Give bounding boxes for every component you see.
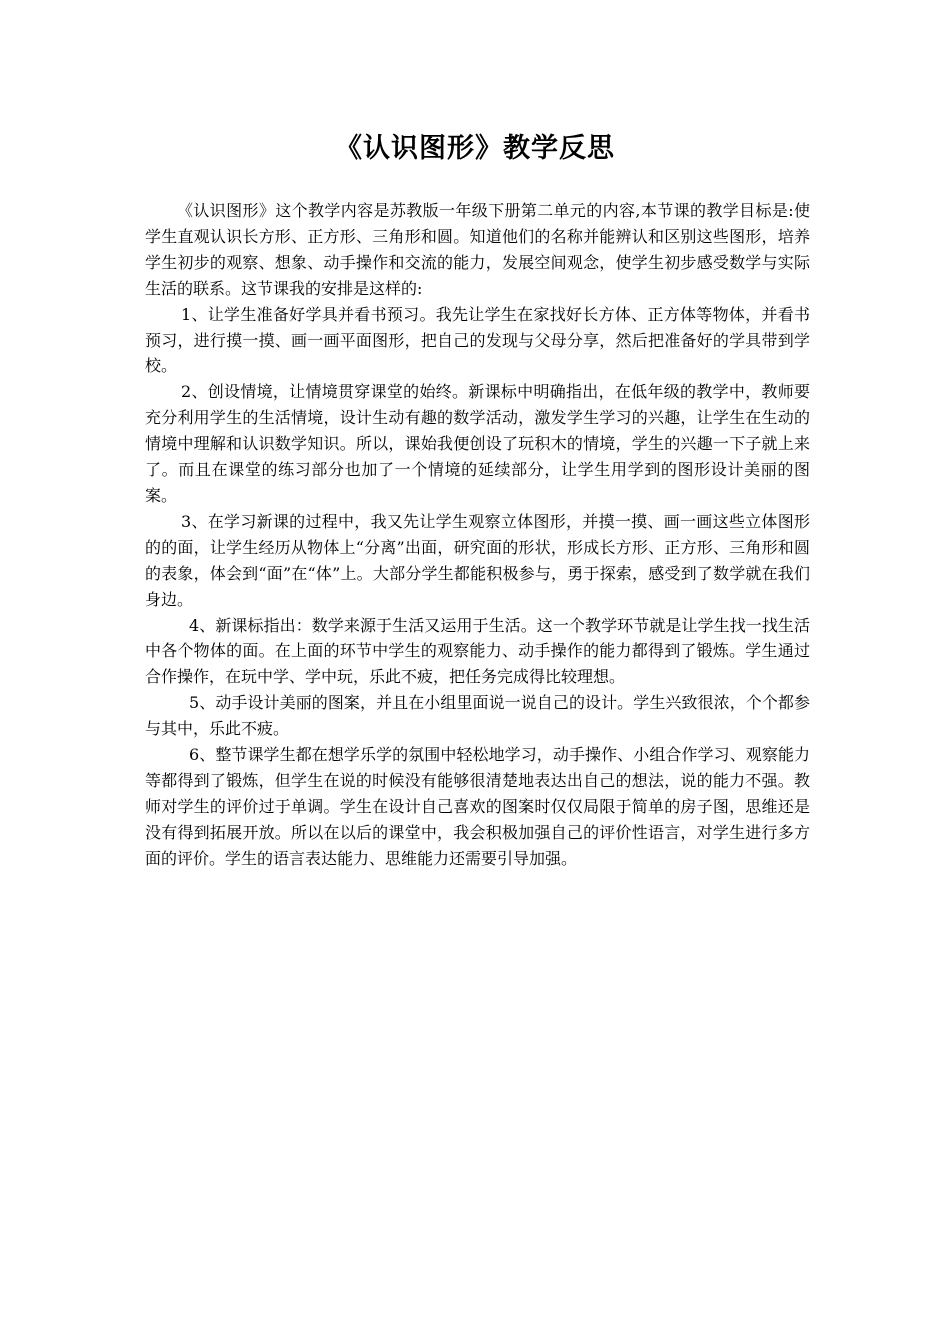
paragraph-intro: 《认识图形》这个教学内容是苏教版一年级下册第二单元的内容,本节课的教学目标是:使学生直观认识长方形、正方形、三角形和圆。知道他们的名称并能辨认和区别这些图形，培养学生初步的观察、想象、动手操作和交流的能力，发展空间观念，使学生初步感受数学与实际生活的联系。这节课我的安排是这样的: bbox=[145, 201, 810, 298]
paragraph-item-5: 5、动手设计美丽的图案，并且在小组里面说一说自己的设计。学生兴致很浓，个个都参与其中，乐此不疲。 bbox=[145, 693, 810, 739]
paragraph-item-1: 1、让学生准备好学具并看书预习。我先让学生在家找好长方体、正方体等物体，并看书预习，进行摸一摸、画一画平面图形，把自己的发现与父母分享，然后把准备好的学具带到学校。 bbox=[145, 304, 810, 376]
document-body bbox=[145, 198, 810, 872]
paragraph-item-6: 6、整节课学生都在想学乐学的氛围中轻松地学习，动手操作、小组合作学习、观察能力等都得到了锻炼，但学生在说的时候没有能够很清楚地表达出自己的想法，说的能力不强。教师对学生的评价过于单调。学生在设计自己喜欢的图案时仅仅局限于简单的房子图，思维还是没有得到拓展开放。所以在以后的课堂中，我会积极加强自己的评价性语言，对学生进行多方面的评价。学生的语言表达能力、思维能力还需要引导加强。 bbox=[145, 745, 810, 868]
paragraph-item-2: 2、创设情境，让情境贯穿课堂的始终。新课标中明确指出，在低年级的教学中，教师要充分利用学生的生活情境，设计生动有趣的数学活动，激发学生学习的兴趣，让学生在生动的情境中理解和认识数学知识。所以，课始我便创设了玩积木的情境，学生的兴趣一下子就上来了。而且在课堂的练习部分也加了一个情境的延续部分，让学生用学到的图形设计美丽的图案。 bbox=[145, 382, 810, 505]
document-title: 《认识图形》教学反思 bbox=[335, 133, 615, 164]
paragraph-item-3: 3、在学习新课的过程中，我又先让学生观察立体图形，并摸一摸、画一画这些立体图形的的面，让学生经历从物体上“分离”出面，研究面的形状，形成长方形、正方形、三角形和圆的表象，体会到“面”在“体”上。大部分学生都能积极参与，勇于探索，感受到了数学就在我们身边。 bbox=[145, 511, 810, 609]
paragraph-item-4: 4、新课标指出：数学来源于生活又运用于生活。这一个教学环节就是让学生找一找生活中各个物体的面。在上面的环节中学生的观察能力、动手操作的能力都得到了锻炼。学生通过合作操作，在玩中学、学中玩，乐此不疲，把任务完成得比较理想。 bbox=[145, 615, 810, 687]
